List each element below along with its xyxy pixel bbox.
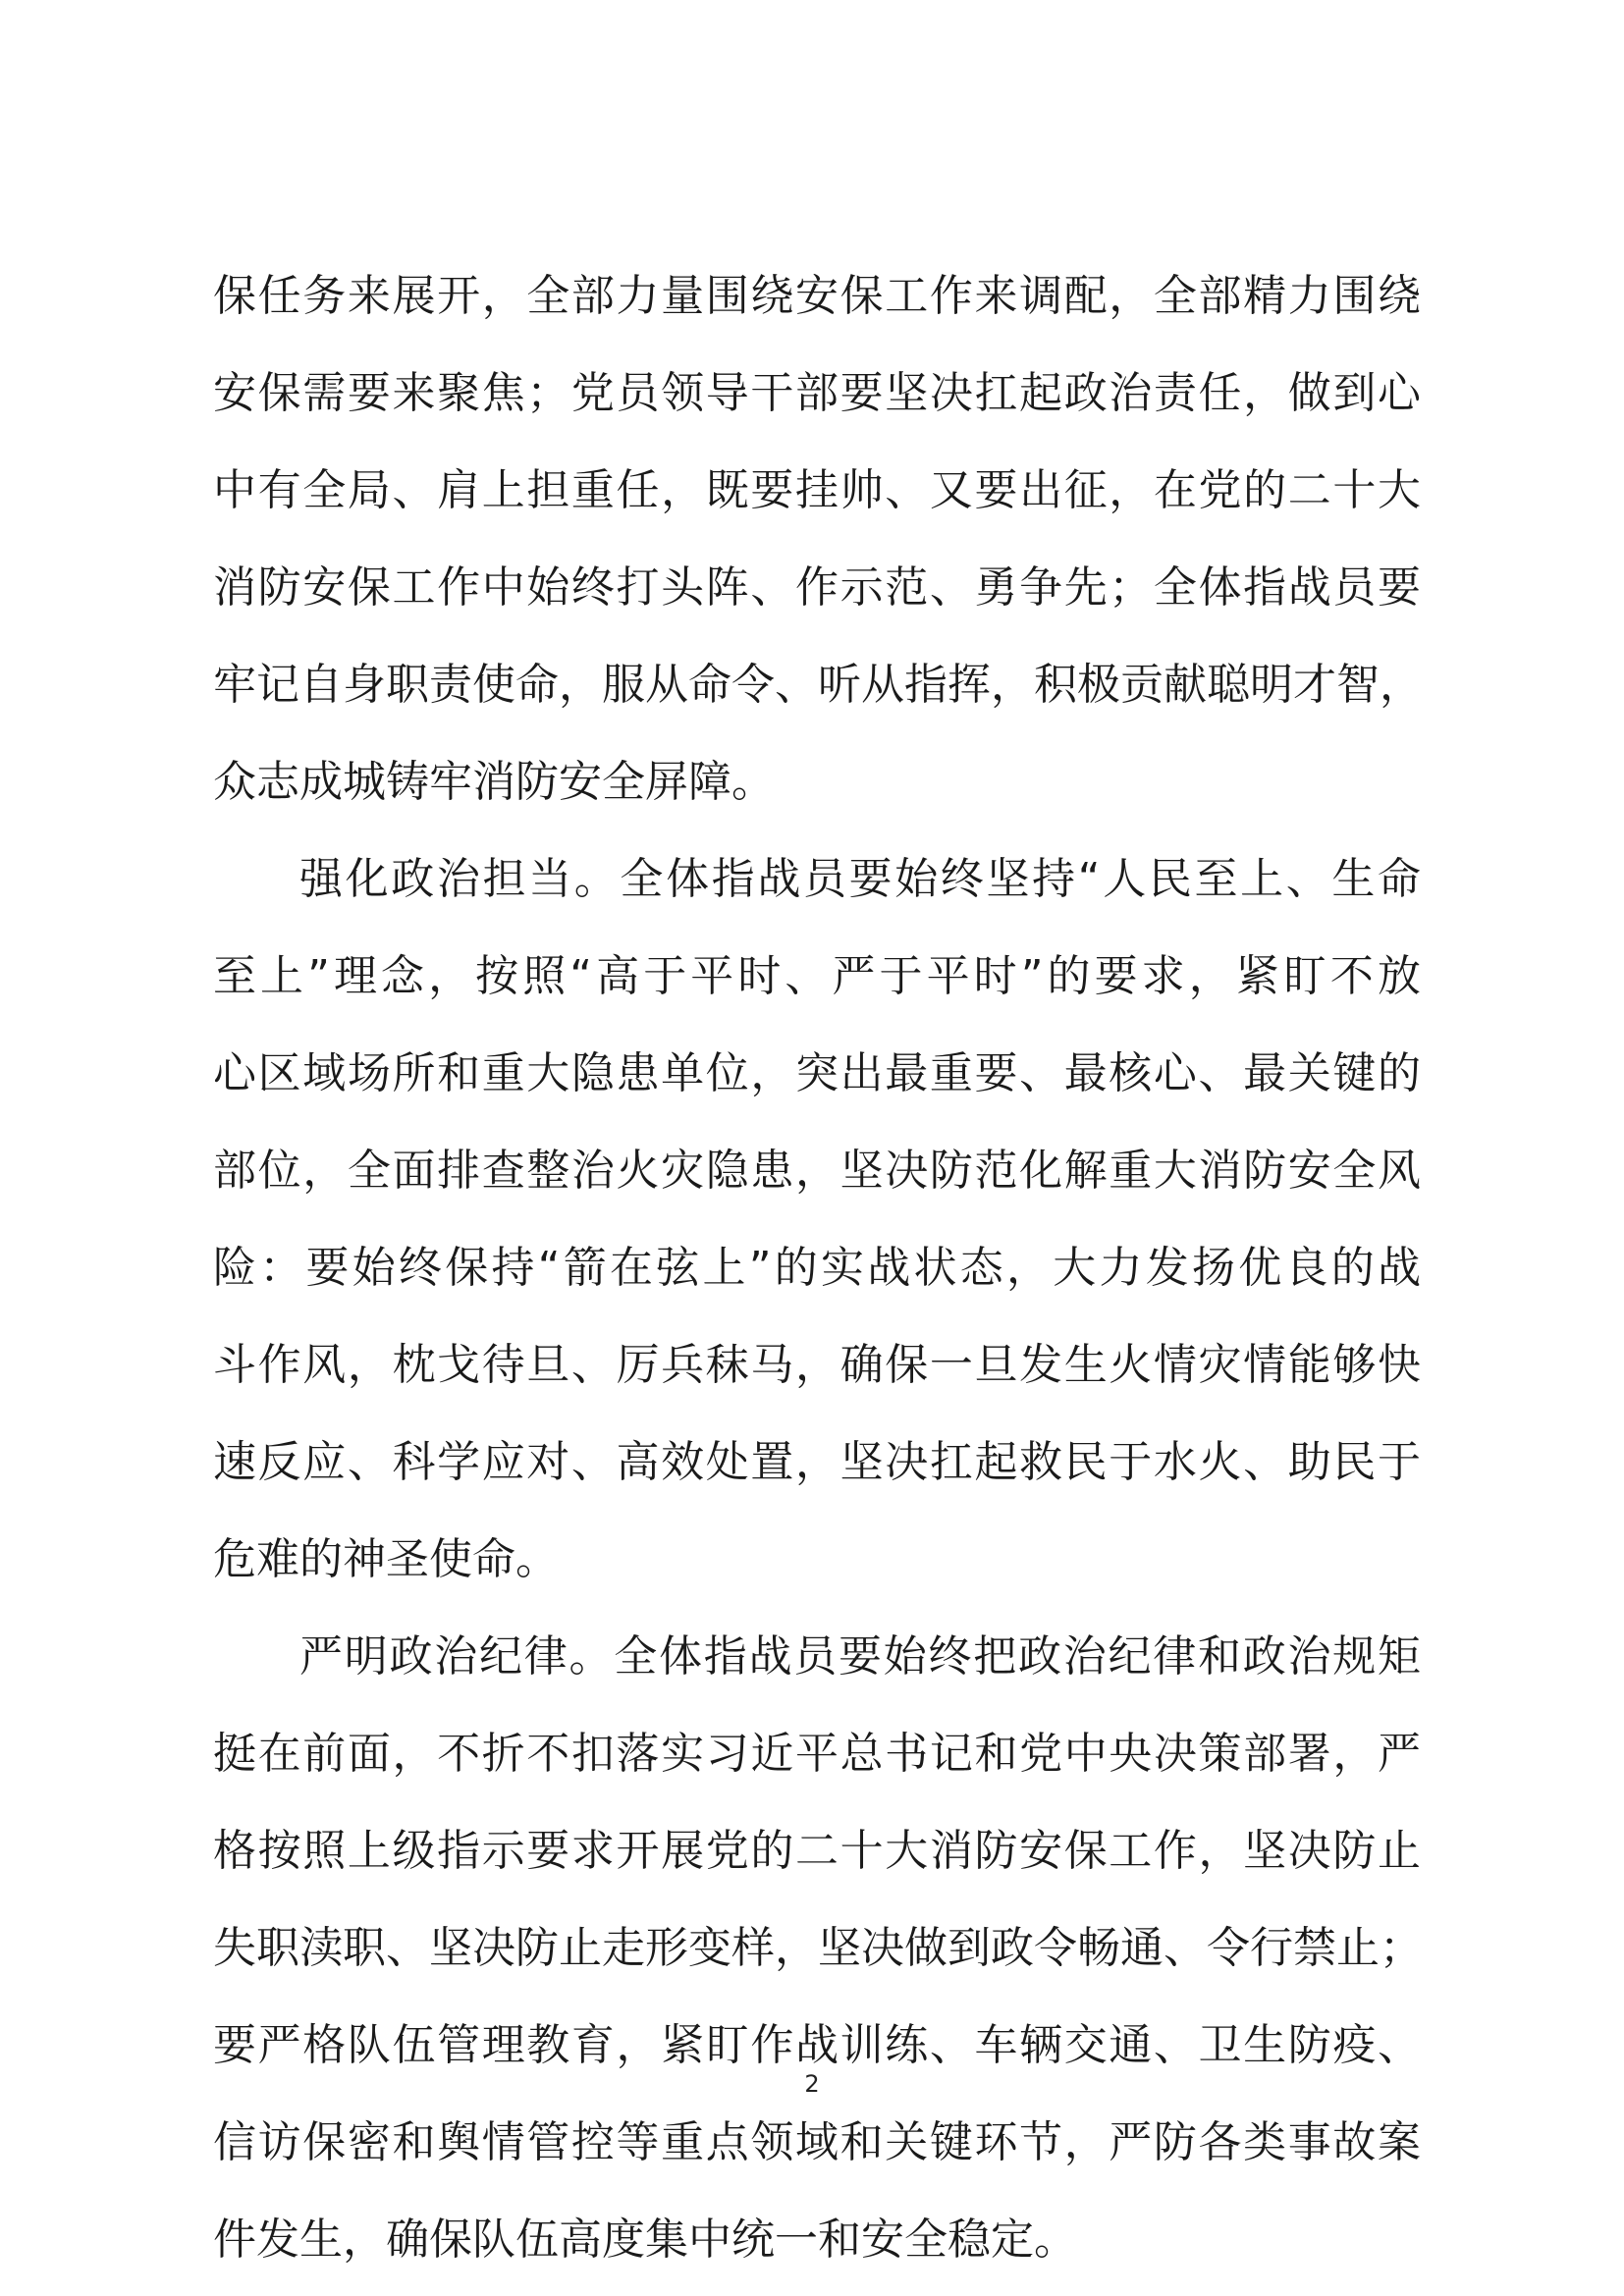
text-line: 斗作风，枕戈待旦、厉兵秣马，确保一旦发生火情灾情能够快 bbox=[213, 1340, 1421, 1390]
text-line: 众志成城铸牢消防安全屏障。 bbox=[213, 757, 775, 807]
text-line: 挺在前面，不折不扣落实习近平总书记和党中央决策部署，严 bbox=[213, 1729, 1421, 1779]
text-line: 信访保密和舆情管控等重点领域和关键环节，严防各类事故案 bbox=[213, 2117, 1421, 2167]
paragraph-heading-line: 严明政治纪律。全体指战员要始终把政治纪律和政治规矩 bbox=[299, 1631, 1421, 1682]
text-line: 失职渎职、坚决防止走形变样，坚决做到政令畅通、令行禁止； bbox=[213, 1923, 1423, 1973]
paragraph-heading-line: 强化政治担当。全体指战员要始终坚持“人民至上、生命 bbox=[299, 854, 1421, 904]
text-line: 部位，全面排查整治火灾隐患，坚决防范化解重大消防安全风 bbox=[213, 1146, 1421, 1196]
text-line: 心区域场所和重大隐患单位，突出最重要、最核心、最关键的 bbox=[213, 1048, 1421, 1098]
text-line: 安保需要来聚焦；党员领导干部要坚决扛起政治责任，做到心 bbox=[213, 368, 1421, 418]
body-text bbox=[213, 247, 1421, 2288]
text-line: 至上”理念，按照“高于平时、严于平时”的要求，紧盯不放 bbox=[213, 951, 1421, 1001]
text-line: 保任务来展开，全部力量围绕安保工作来调配，全部精力围绕 bbox=[213, 271, 1421, 321]
text-line: 速反应、科学应对、高效处置，坚决扛起救民于水火、助民于 bbox=[213, 1437, 1421, 1487]
text-line: 消防安保工作中始终打头阵、作示范、勇争先；全体指战员要 bbox=[213, 562, 1421, 613]
text-line: 要严格队伍管理教育，紧盯作战训练、车辆交通、卫生防疫、 bbox=[213, 2020, 1421, 2070]
page-number: 2 bbox=[804, 2070, 820, 2098]
text-line: 中有全局、肩上担重任，既要挂帅、又要出征，在党的二十大 bbox=[213, 465, 1421, 515]
text-line: 牢记自身职责使命，服从命令、听从指挥，积极贡献聪明才智， bbox=[213, 660, 1423, 710]
text-line: 险：要始终保持“箭在弦上”的实战状态，大力发扬优良的战 bbox=[213, 1243, 1421, 1293]
text-line: 格按照上级指示要求开展党的二十大消防安保工作，坚决防止 bbox=[213, 1826, 1421, 1876]
text-line: 件发生，确保队伍高度集中统一和安全稳定。 bbox=[213, 2215, 1077, 2265]
text-line: 危难的神圣使命。 bbox=[213, 1534, 559, 1584]
